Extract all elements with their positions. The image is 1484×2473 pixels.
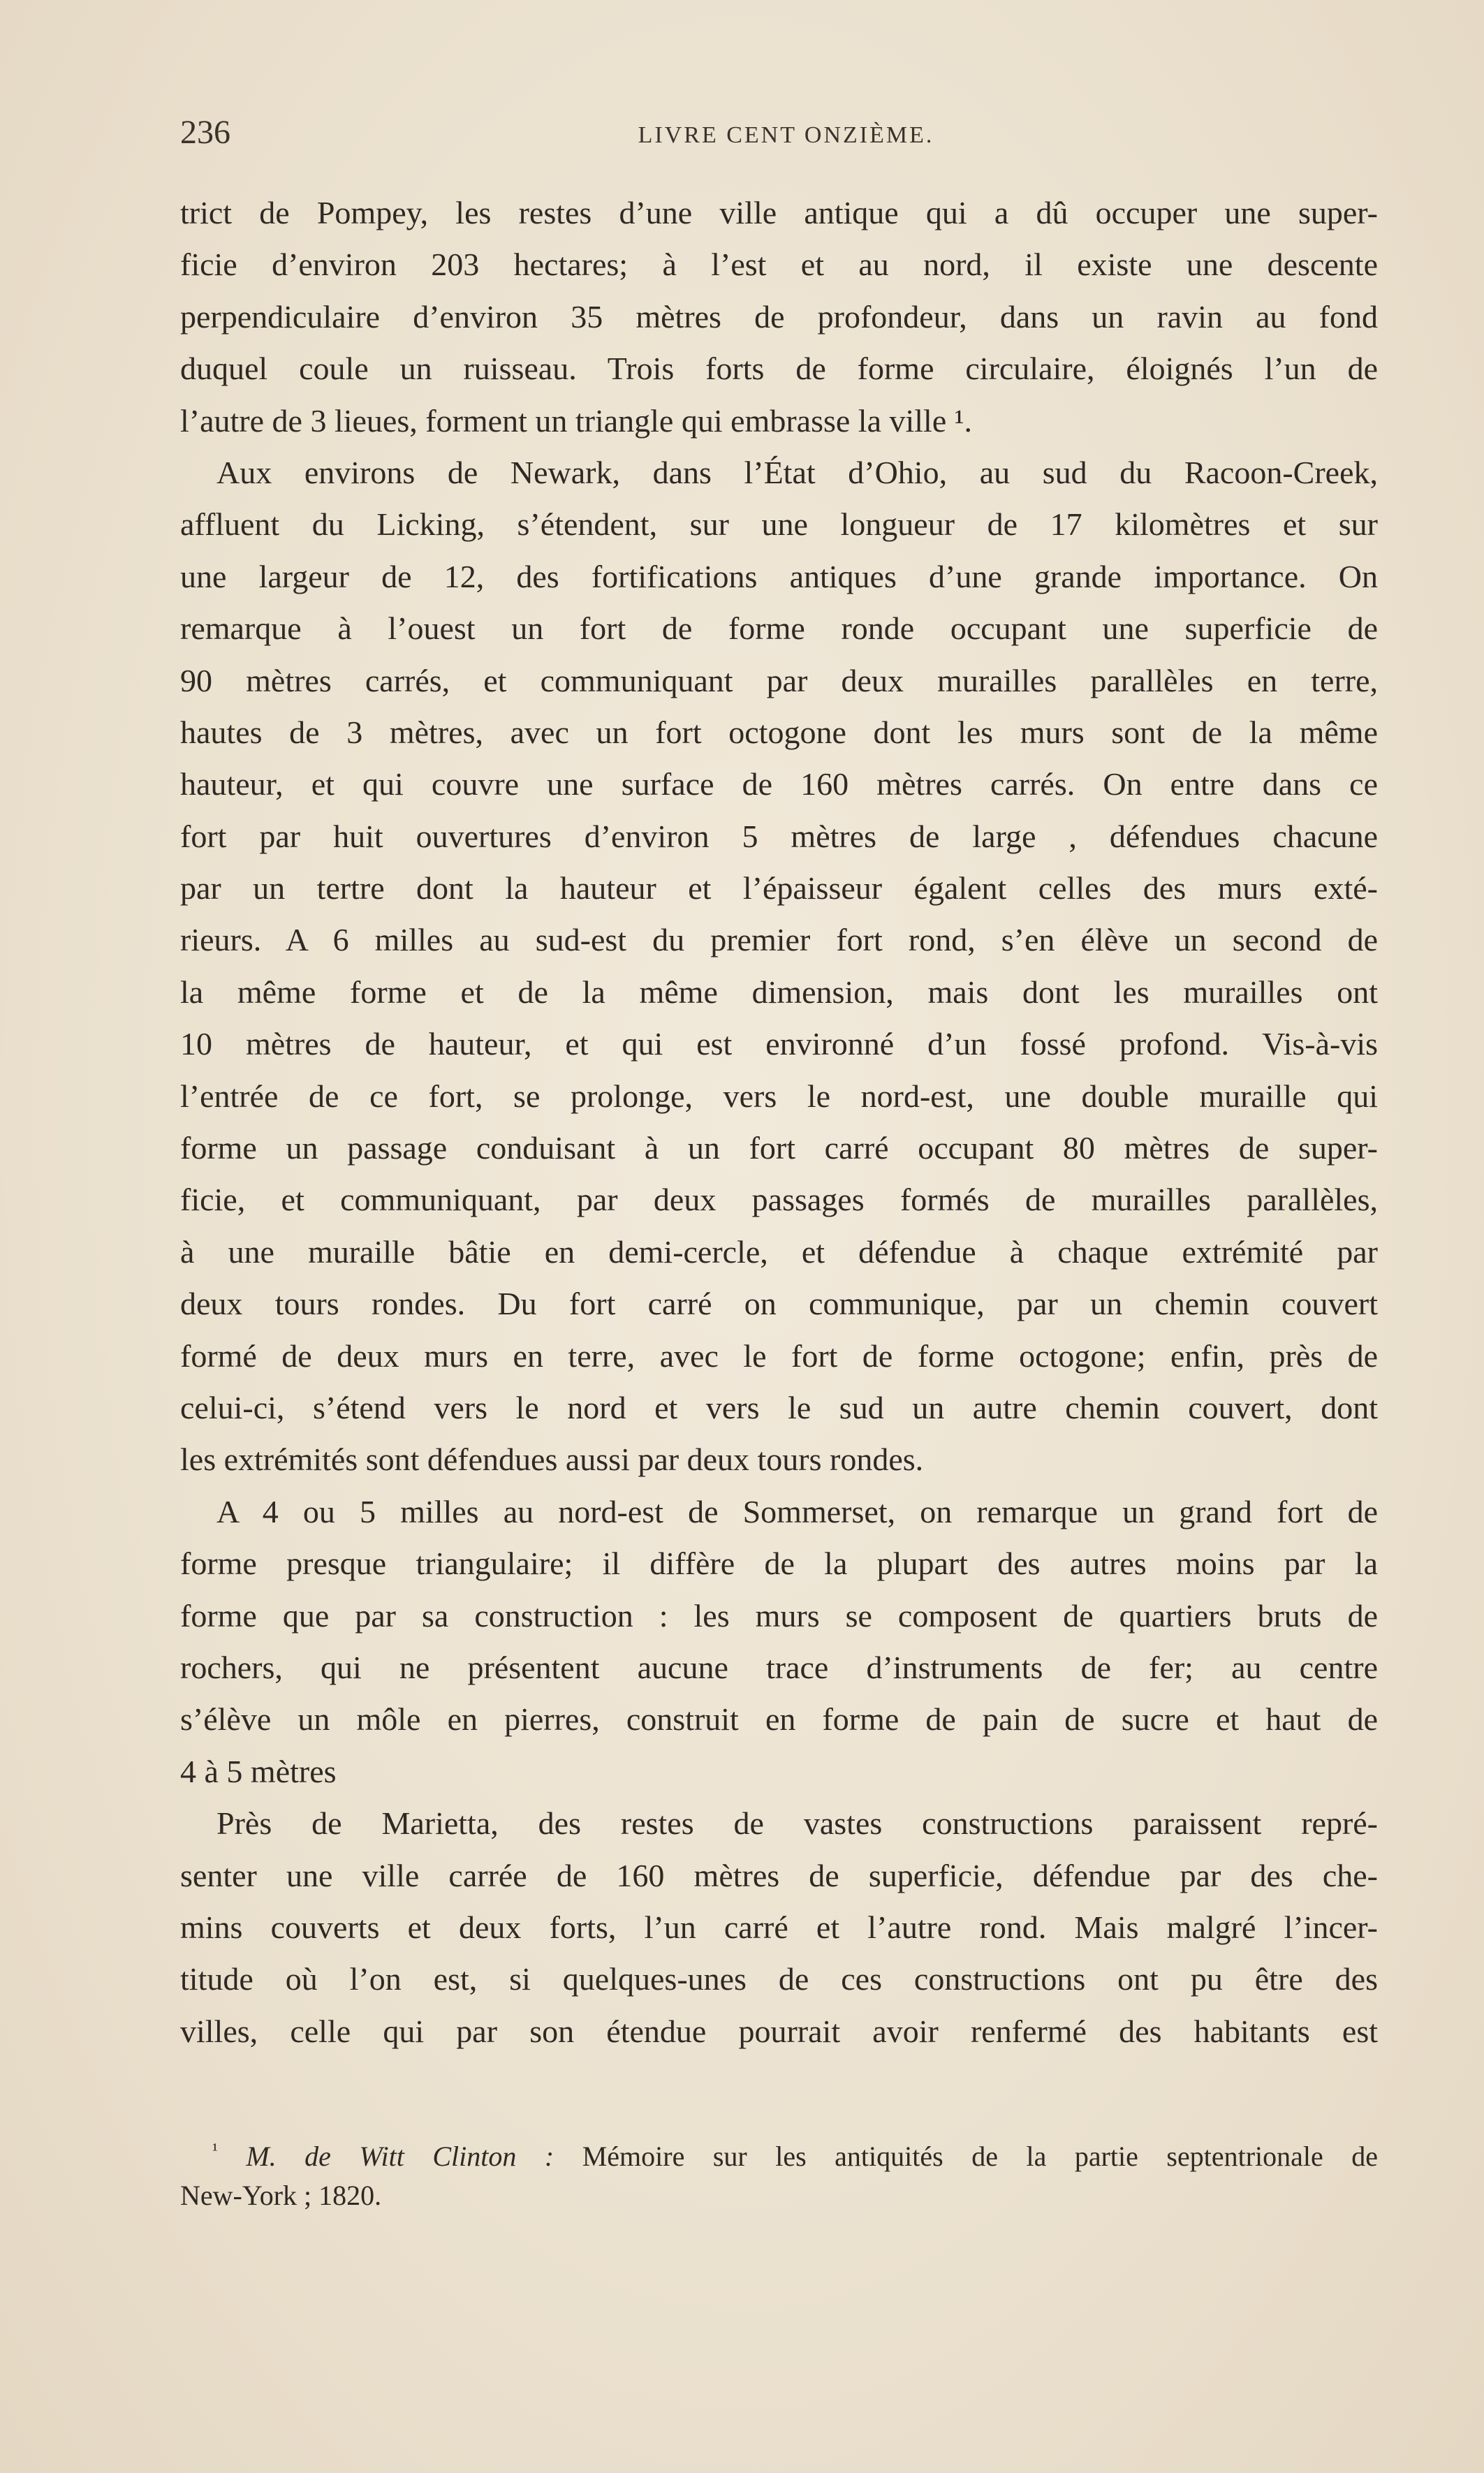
footnote-author: M. de Witt Clinton : bbox=[246, 2141, 554, 2172]
text-line: Aux environs de Newark, dans l’État d’Ohio, au sud du Racoon-Creek, bbox=[216, 454, 1378, 490]
text-line: mins couverts et deux forts, l’un carré et l’autre rond. Mais malgré l’incer- bbox=[180, 1909, 1378, 1945]
text-line: senter une ville carrée de 160 mètres de superficie, défendue par des che- bbox=[180, 1857, 1378, 1893]
text-line: ficie, et communiquant, par deux passages formés de murailles parallèles, bbox=[180, 1182, 1378, 1218]
body-text bbox=[180, 187, 1378, 2057]
text-line: trict de Pompey, les restes d’une ville antique qui a dû occuper une super- bbox=[180, 195, 1378, 230]
text-line: hautes de 3 mètres, avec un fort octogone dont les murs sont de la même bbox=[180, 714, 1378, 750]
text-line: affluent du Licking, s’étendent, sur une longueur de 17 kilomètres et sur bbox=[180, 506, 1378, 543]
text-line: A 4 ou 5 milles au nord-est de Sommerset, on remarque un grand fort de bbox=[216, 1493, 1378, 1529]
text-line: formé de deux murs en terre, avec le fort de forme octogone; enfin, près de bbox=[180, 1337, 1378, 1374]
text-line: l’autre de 3 lieues, forment un triangle qui embrasse la ville ¹. bbox=[180, 402, 973, 439]
text-line: 4 à 5 mètres bbox=[180, 1753, 337, 1789]
text-line: la même forme et de la même dimension, mais dont les murailles ont bbox=[180, 974, 1378, 1010]
text-line: forme un passage conduisant à un fort carré occupant 80 mètres de super- bbox=[180, 1130, 1378, 1166]
text-line: villes, celle qui par son étendue pourrait avoir renfermé des habitants est bbox=[180, 2013, 1378, 2049]
footnote-text: Mémoire sur les antiquités de la partie septentrionale de bbox=[582, 2141, 1379, 2172]
text-line: duquel coule un ruisseau. Trois forts de forme circulaire, éloignés l’un de bbox=[180, 351, 1378, 387]
page-header bbox=[180, 112, 1378, 154]
text-line: rieurs. A 6 milles au sud-est du premier fort rond, s’en élève un second de bbox=[180, 922, 1378, 958]
text-line: deux tours rondes. Du fort carré on communique, par un chemin couvert bbox=[180, 1286, 1378, 1322]
text-line: perpendiculaire d’environ 35 mètres de profondeur, dans un ravin au fond bbox=[180, 298, 1378, 335]
text-line: celui-ci, s’étend vers le nord et vers le sud un autre chemin couvert, dont bbox=[180, 1389, 1378, 1425]
text-line: à une muraille bâtie en demi-cercle, et défendue à chaque extrémité par bbox=[180, 1233, 1378, 1270]
text-line: 10 mètres de hauteur, et qui est environné d’un fossé profond. Vis-à-vis bbox=[180, 1026, 1378, 1062]
text-line: s’élève un môle en pierres, construit en forme de pain de sucre et haut de bbox=[180, 1701, 1378, 1738]
text-line: ficie d’environ 203 hectares; à l’est et au nord, il existe une descente bbox=[180, 247, 1378, 283]
text-line: fort par huit ouvertures d’environ 5 mètres de large , défendues chacune bbox=[180, 818, 1378, 854]
text-line: les extrémités sont défendues aussi par deux tours rondes. bbox=[180, 1441, 924, 1478]
footnote-line bbox=[180, 2137, 1378, 2176]
text-line: l’entrée de ce fort, se prolonge, vers le nord-est, une double muraille qui bbox=[180, 1078, 1378, 1114]
text-line: Près de Marietta, des restes de vastes constructions paraissent repré- bbox=[216, 1805, 1378, 1842]
text-line: rochers, qui ne présentent aucune trace d’instruments de fer; au centre bbox=[180, 1649, 1378, 1685]
text-line: hauteur, et qui couvre une surface de 160 mètres carrés. On entre dans ce bbox=[180, 766, 1378, 802]
text-line: par un tertre dont la hauteur et l’épaisseur égalent celles des murs exté- bbox=[180, 870, 1378, 907]
footnote-marker: ¹ bbox=[212, 2139, 218, 2160]
footnote-line: New-York ; 1820. bbox=[180, 2180, 382, 2211]
running-title: LIVRE CENT ONZIÈME. bbox=[638, 122, 934, 148]
text-line: remarque à l’ouest un fort de forme ronde occupant une superficie de bbox=[180, 610, 1378, 647]
text-line: 90 mètres carrés, et communiquant par deux murailles parallèles en terre, bbox=[180, 662, 1378, 698]
text-line: forme que par sa construction : les murs se composent de quartiers bruts de bbox=[180, 1597, 1378, 1634]
page-number: 236 bbox=[180, 114, 230, 151]
footnote bbox=[180, 2137, 1378, 2215]
text-line: titude où l’on est, si quelques-unes de ces constructions ont pu être des bbox=[180, 1961, 1378, 1997]
text-line: forme presque triangulaire; il diffère de la plupart des autres moins par la bbox=[180, 1546, 1378, 1582]
text-line: une largeur de 12, des fortifications antiques d’une grande importance. On bbox=[180, 558, 1378, 594]
